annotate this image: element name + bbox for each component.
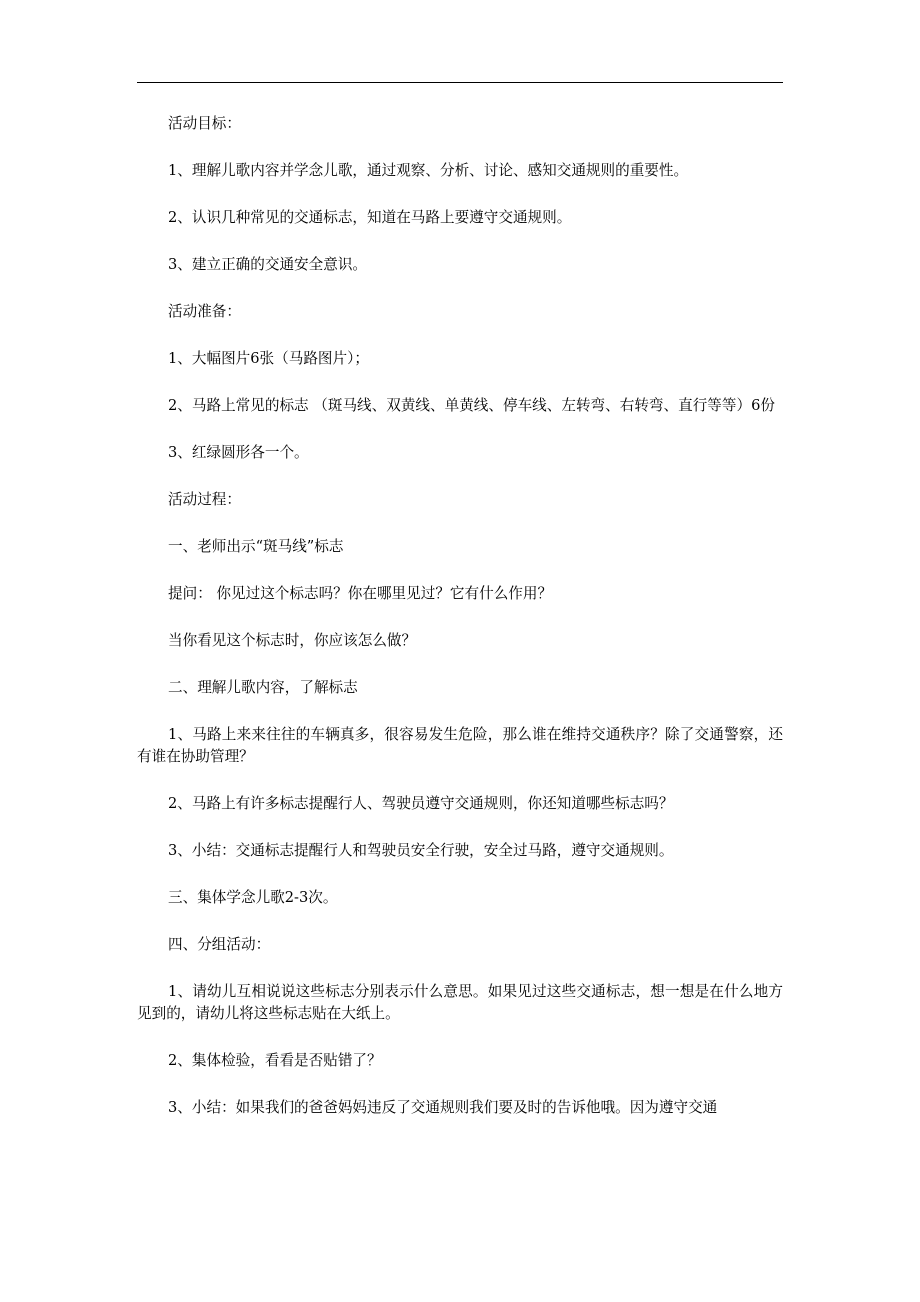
process-step-2-item-1: 1、马路上来来往往的车辆真多，很容易发生危险，那么谁在维持交通秩序？除了交通警察，还有谁在协助管理？ xyxy=(137,726,783,765)
process-step-2: 二、理解儿歌内容，了解标志 xyxy=(168,679,358,696)
process-step-1: 一、老师出示“斑马线”标志 xyxy=(168,538,344,555)
process-followup-question: 当你看见这个标志时，你应该怎么做？ xyxy=(168,632,417,649)
preparation-item-3: 3、红绿圆形各一个。 xyxy=(168,444,309,461)
section-heading-process: 活动过程： xyxy=(168,491,241,508)
preparation-item-2: 2、马路上常见的标志 （斑马线、双黄线、单黄线、停车线、左转弯、右转弯、直行等等）6份 xyxy=(168,397,775,414)
document-body xyxy=(137,113,783,1144)
section-heading-preparation: 活动准备： xyxy=(168,303,241,320)
goal-item-3: 3、建立正确的交通安全意识。 xyxy=(168,256,368,273)
process-step-4-item-1: 1、请幼儿互相说说这些标志分别表示什么意思。如果见过这些交通标志，想一想是在什么地方见到的，请幼儿将这些标志贴在大纸上。 xyxy=(137,983,783,1022)
process-step-2-summary: 3、小结：交通标志提醒行人和驾驶员安全行驶，安全过马路，遵守交通规则。 xyxy=(168,842,674,859)
process-step-2-item-2: 2、马路上有许多标志提醒行人、驾驶员遵守交通规则，你还知道哪些标志吗？ xyxy=(168,795,674,812)
process-step-3: 三、集体学念儿歌2-3次。 xyxy=(168,889,338,906)
preparation-item-1: 1、大幅图片6张（马路图片）； xyxy=(168,350,369,367)
goal-item-1: 1、理解儿歌内容并学念儿歌，通过观察、分析、讨论、感知交通规则的重要性。 xyxy=(168,162,689,179)
header-rule xyxy=(137,82,783,83)
process-step-4: 四、分组活动： xyxy=(168,936,271,953)
process-step-4-summary: 3、小结：如果我们的爸爸妈妈违反了交通规则我们要及时的告诉他哦。因为遵守交通 xyxy=(168,1099,718,1116)
process-question: 提问： 你见过这个标志吗？你在哪里见过？它有什么作用？ xyxy=(168,585,553,602)
goal-item-2: 2、认识几种常见的交通标志，知道在马路上要遵守交通规则。 xyxy=(168,209,572,226)
section-heading-goals: 活动目标： xyxy=(168,115,241,132)
process-step-4-item-2: 2、集体检验，看看是否贴错了？ xyxy=(168,1052,382,1069)
